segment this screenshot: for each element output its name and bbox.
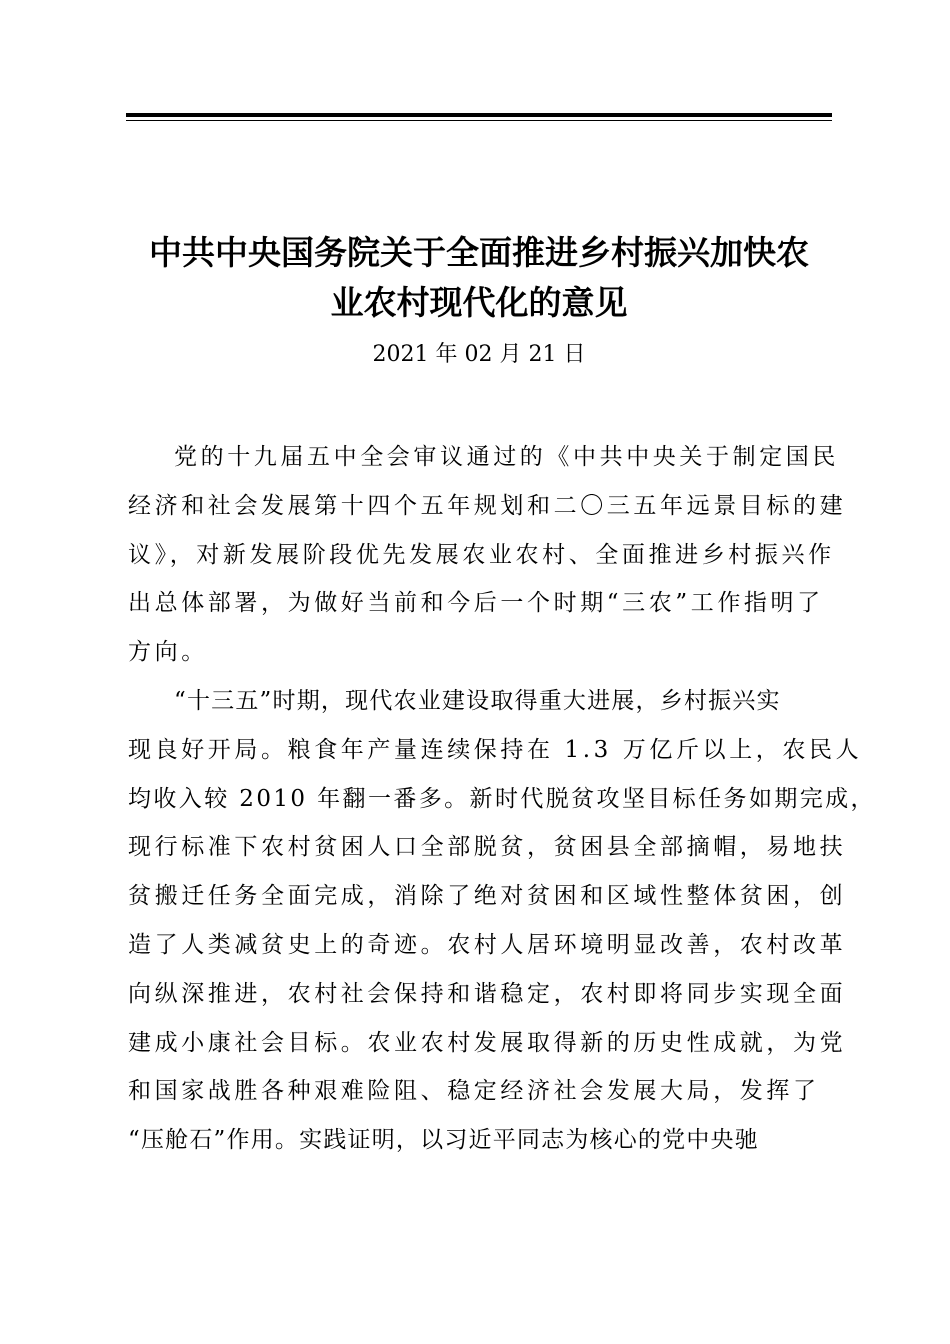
- paragraph-2: [128, 677, 876, 1165]
- text-line: 和国家战胜各种艰难险阻、稳定经济社会发展大局，发挥了: [128, 1078, 820, 1105]
- text-line: 向纵深推进，农村社会保持和谐稳定，农村即将同步实现全面: [128, 980, 847, 1007]
- title-line: 中共中央国务院关于全面推进乡村振兴加快农: [149, 233, 809, 272]
- text-line: 建成小康社会目标。农业农村发展取得新的历史性成就，为党: [128, 1029, 847, 1056]
- document-title: [126, 228, 832, 328]
- text-line: 经济和社会发展第十四个五年规划和二〇三五年远景目标的建: [128, 492, 847, 519]
- text-line: 现行标准下农村贫困人口全部脱贫，贫困县全部摘帽，易地扶: [128, 834, 847, 861]
- text-line: 现良好开局。粮食年产量连续保持在 1.3 万亿斤以上，农民人: [128, 736, 863, 763]
- document-body: [128, 433, 876, 1165]
- text-line: “十三五”时期，现代农业建设取得重大进展，乡村振兴实: [174, 687, 781, 714]
- publish-date: 2021 年 02 月 21 日: [372, 342, 586, 367]
- text-line: 造了人类减贫史上的奇迹。农村人居环境明显改善，农村改革: [128, 931, 847, 958]
- title-line: 业农村现代化的意见: [330, 283, 628, 322]
- text-line: “压舱石”作用。实践证明，以习近平同志为核心的党中央驰: [128, 1127, 759, 1154]
- text-line: 党的十九届五中全会审议通过的《中共中央关于制定国民: [174, 444, 839, 470]
- header-rule-thin: [126, 120, 832, 121]
- text-line: 方向。: [128, 639, 208, 666]
- text-line: 贫搬迁任务全面完成，消除了绝对贫困和区域性整体贫困，创: [128, 883, 847, 910]
- paragraph-1: [128, 433, 847, 677]
- text-line: 均收入较 2010 年翻一番多。新时代脱贫攻坚目标任务如期完成，: [128, 785, 876, 812]
- header-rule-thick: [126, 113, 832, 117]
- text-line: 出总体部署，为做好当前和今后一个时期“三农”工作指明了: [128, 590, 824, 617]
- text-line: 议》，对新发展阶段优先发展农业农村、全面推进乡村振兴作: [128, 541, 835, 568]
